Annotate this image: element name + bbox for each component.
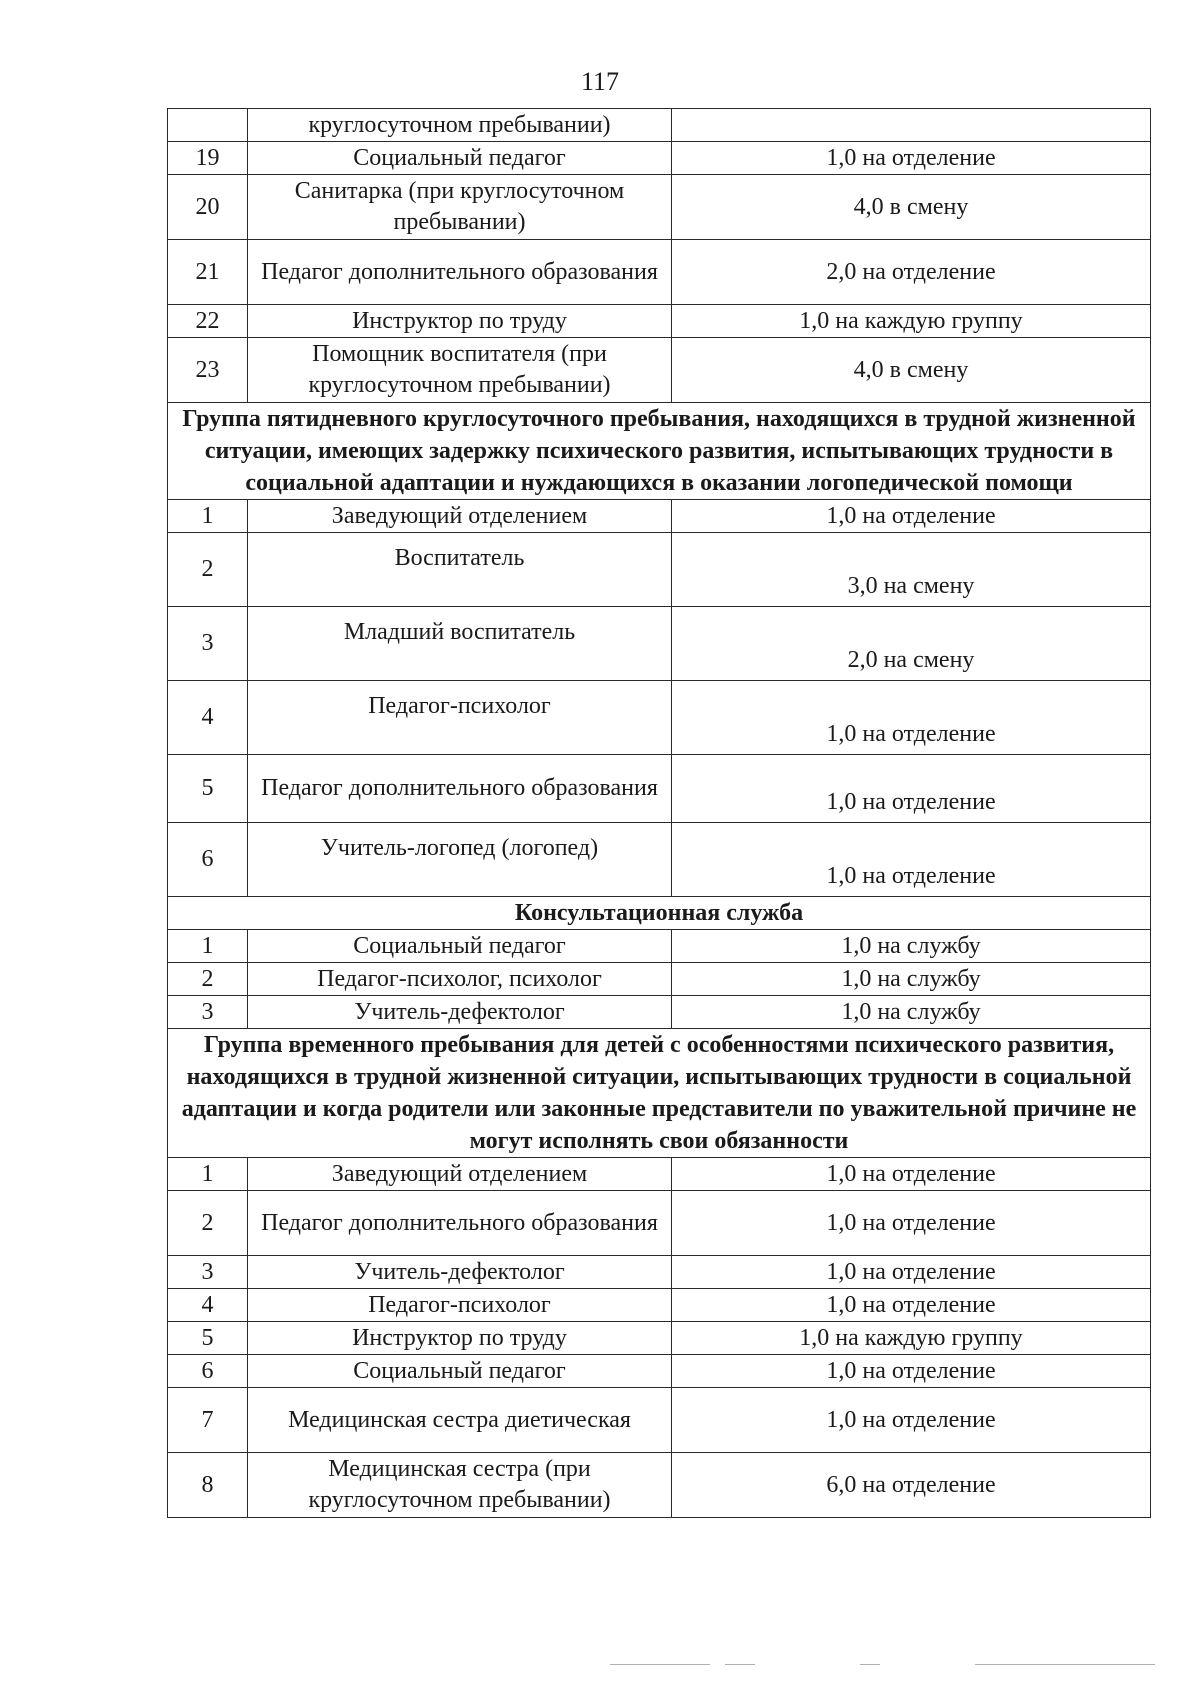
table-row [168, 305, 1151, 338]
position-name: Заведующий отделением [248, 500, 672, 533]
staff-norm: 4,0 в смену [672, 338, 1151, 403]
table-row [168, 142, 1151, 175]
page-number: 117 [580, 67, 620, 96]
row-number: 22 [168, 305, 248, 338]
row-number: 6 [168, 823, 248, 897]
position-name: Санитарка (при круглосуточном пребывании) [248, 175, 672, 240]
position-name: Учитель-логопед (логопед) [248, 823, 672, 897]
staff-norm: 1,0 на отделение [672, 1158, 1151, 1191]
staff-norm: 1,0 на отделение [672, 1289, 1151, 1322]
position-name: Социальный педагог [248, 142, 672, 175]
table-row [168, 338, 1151, 403]
table-row [168, 930, 1151, 963]
staff-norm: 1,0 на отделение [672, 142, 1151, 175]
position-name: круглосуточном пребывании) [248, 109, 672, 142]
row-number: 1 [168, 500, 248, 533]
table-row [168, 1388, 1151, 1453]
staff-norm: 1,0 на отделение [672, 755, 1151, 823]
position-name: Воспитатель [248, 533, 672, 607]
section-title: Группа временного пребывания для детей с особенностями психического развития, находящихся в трудной жизненной ситуации, испытывающих трудности в социальной адаптации и когда родители или законные представители по уважительной причине не могут исполнять свои обязанности [168, 1029, 1151, 1158]
row-number: 2 [168, 533, 248, 607]
staffing-table [167, 108, 1151, 1518]
table-row [168, 1191, 1151, 1256]
table-row [168, 607, 1151, 681]
staff-norm: 3,0 на смену [672, 533, 1151, 607]
staff-norm: 1,0 на отделение [672, 823, 1151, 897]
position-name: Педагог-психолог [248, 1289, 672, 1322]
row-number: 19 [168, 142, 248, 175]
section-header-row [168, 403, 1151, 500]
row-number: 4 [168, 1289, 248, 1322]
position-name: Педагог дополнительного образования [248, 240, 672, 305]
footer-scan-line [610, 1664, 710, 1665]
position-name: Инструктор по труду [248, 305, 672, 338]
staff-norm: 4,0 в смену [672, 175, 1151, 240]
staffing-table-body [168, 109, 1151, 1518]
section-title: Группа пятидневного круглосуточного пребывания, находящихся в трудной жизненной ситуации, имеющих задержку психического развития, испытывающих трудности в социальной адаптации и нуждающихся в оказании логопедической помощи [168, 403, 1151, 500]
row-number: 1 [168, 1158, 248, 1191]
row-number: 6 [168, 1355, 248, 1388]
row-number: 1 [168, 930, 248, 963]
row-number: 2 [168, 963, 248, 996]
position-name: Младший воспитатель [248, 607, 672, 681]
table-row [168, 240, 1151, 305]
position-name: Учитель-дефектолог [248, 996, 672, 1029]
row-number: 3 [168, 996, 248, 1029]
position-name: Учитель-дефектолог [248, 1256, 672, 1289]
table-row [168, 1256, 1151, 1289]
table-row [168, 963, 1151, 996]
row-number: 5 [168, 1322, 248, 1355]
footer-scan-line [860, 1664, 880, 1665]
row-number: 21 [168, 240, 248, 305]
row-number: 2 [168, 1191, 248, 1256]
staff-norm: 1,0 на службу [672, 930, 1151, 963]
position-name: Педагог дополнительного образования [248, 1191, 672, 1256]
position-name: Педагог дополнительного образования [248, 755, 672, 823]
row-number: 23 [168, 338, 248, 403]
staff-norm: 1,0 на отделение [672, 1256, 1151, 1289]
table-row [168, 681, 1151, 755]
staff-norm: 1,0 на каждую группу [672, 1322, 1151, 1355]
staff-norm: 1,0 на службу [672, 963, 1151, 996]
staff-norm: 2,0 на смену [672, 607, 1151, 681]
staff-norm: 6,0 на отделение [672, 1453, 1151, 1518]
table-row [168, 1289, 1151, 1322]
footer-scan-line [975, 1664, 1155, 1665]
section-title: Консультационная служба [168, 897, 1151, 930]
position-name: Педагог-психолог, психолог [248, 963, 672, 996]
position-name: Социальный педагог [248, 930, 672, 963]
position-name: Инструктор по труду [248, 1322, 672, 1355]
row-number: 4 [168, 681, 248, 755]
staff-norm: 1,0 на отделение [672, 500, 1151, 533]
staff-norm [672, 109, 1151, 142]
table-row [168, 823, 1151, 897]
position-name: Медицинская сестра (при круглосуточном пребывании) [248, 1453, 672, 1518]
table-row [168, 1355, 1151, 1388]
position-name: Педагог-психолог [248, 681, 672, 755]
position-name: Социальный педагог [248, 1355, 672, 1388]
staff-norm: 1,0 на отделение [672, 681, 1151, 755]
table-row [168, 755, 1151, 823]
position-name: Заведующий отделением [248, 1158, 672, 1191]
table-row [168, 996, 1151, 1029]
staff-norm: 2,0 на отделение [672, 240, 1151, 305]
row-number: 8 [168, 1453, 248, 1518]
position-name: Помощник воспитателя (при круглосуточном пребывании) [248, 338, 672, 403]
section-header-row [168, 1029, 1151, 1158]
table-row [168, 1158, 1151, 1191]
section-header-row [168, 897, 1151, 930]
row-number: 20 [168, 175, 248, 240]
staff-norm: 1,0 на службу [672, 996, 1151, 1029]
table-row [168, 1322, 1151, 1355]
table-row [168, 175, 1151, 240]
staff-norm: 1,0 на отделение [672, 1388, 1151, 1453]
footer-scan-line [725, 1664, 755, 1665]
row-number: 5 [168, 755, 248, 823]
staff-norm: 1,0 на отделение [672, 1191, 1151, 1256]
row-number: 7 [168, 1388, 248, 1453]
table-row [168, 500, 1151, 533]
row-number: 3 [168, 1256, 248, 1289]
table-row [168, 533, 1151, 607]
table-row [168, 109, 1151, 142]
staff-norm: 1,0 на отделение [672, 1355, 1151, 1388]
staff-norm: 1,0 на каждую группу [672, 305, 1151, 338]
table-row [168, 1453, 1151, 1518]
position-name: Медицинская сестра диетическая [248, 1388, 672, 1453]
row-number [168, 109, 248, 142]
row-number: 3 [168, 607, 248, 681]
